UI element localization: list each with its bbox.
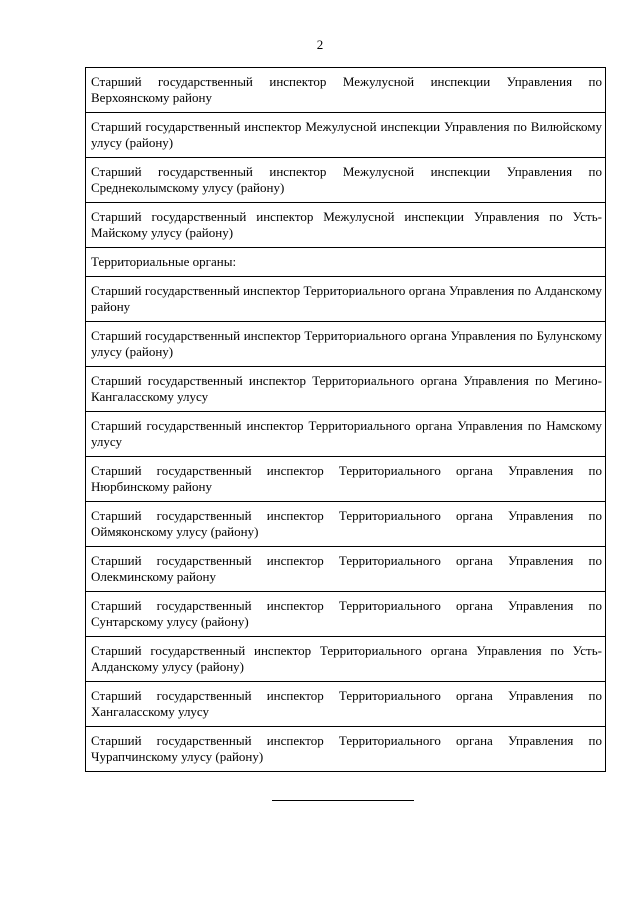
table-cell <box>86 682 606 727</box>
section-heading-row <box>86 248 606 277</box>
table-row <box>86 277 606 322</box>
table-row <box>86 592 606 637</box>
positions-table <box>85 67 606 772</box>
table-row <box>86 547 606 592</box>
table-cell <box>86 412 606 457</box>
position-title: Старший государственный инспектор Территориального органа Управления по Нюрбинскому району <box>91 463 602 494</box>
position-title: Старший государственный инспектор Территориального органа Управления по Мегино-Кангаласскому улусу <box>91 373 602 404</box>
position-title: Старший государственный инспектор Межулусной инспекции Управления по Верхоянскому району <box>91 74 602 105</box>
position-title: Старший государственный инспектор Территориального органа Управления по Чурапчинскому улусу (району) <box>91 733 602 764</box>
position-title: Старший государственный инспектор Территориального органа Управления по Усть-Алданскому улусу (району) <box>91 643 602 674</box>
positions-table-body <box>86 68 606 772</box>
table-cell <box>86 592 606 637</box>
position-title: Старший государственный инспектор Территориального органа Управления по Олекминскому району <box>91 553 602 584</box>
position-title: Старший государственный инспектор Территориального органа Управления по Алданскому району <box>91 283 602 314</box>
table-row <box>86 727 606 772</box>
section-heading: Территориальные органы: <box>91 254 237 269</box>
table-cell <box>86 203 606 248</box>
table-row <box>86 457 606 502</box>
table-cell <box>86 547 606 592</box>
table-row <box>86 367 606 412</box>
position-title: Старший государственный инспектор Межулусной инспекции Управления по Среднеколымскому улусу (району) <box>91 164 602 195</box>
table-cell <box>86 113 606 158</box>
table-cell <box>86 322 606 367</box>
position-title: Старший государственный инспектор Территориального органа Управления по Сунтарскому улусу (району) <box>91 598 602 629</box>
table-row <box>86 113 606 158</box>
table-row <box>86 412 606 457</box>
table-cell <box>86 277 606 322</box>
table-row <box>86 68 606 113</box>
position-title: Старший государственный инспектор Территориального органа Управления по Намскому улусу <box>91 418 602 449</box>
table-cell <box>86 68 606 113</box>
table-cell <box>86 158 606 203</box>
table-row <box>86 158 606 203</box>
position-title: Старший государственный инспектор Территориального органа Управления по Хангаласскому улусу <box>91 688 602 719</box>
table-cell <box>86 367 606 412</box>
position-title: Старший государственный инспектор Территориального органа Управления по Оймяконскому улусу (району) <box>91 508 602 539</box>
closing-rule <box>272 800 414 801</box>
table-row <box>86 682 606 727</box>
table-row <box>86 322 606 367</box>
table-cell <box>86 727 606 772</box>
position-title: Старший государственный инспектор Межулусной инспекции Управления по Усть-Майскому улусу (району) <box>91 209 602 240</box>
table-cell <box>86 248 606 277</box>
table-cell <box>86 637 606 682</box>
table-row <box>86 203 606 248</box>
position-title: Старший государственный инспектор Межулусной инспекции Управления по Вилюйскому улусу (району) <box>91 119 602 150</box>
position-title: Старший государственный инспектор Территориального органа Управления по Булунскому улусу (району) <box>91 328 602 359</box>
page-number: 2 <box>316 37 324 52</box>
table-row <box>86 502 606 547</box>
table-row <box>86 637 606 682</box>
table-cell <box>86 502 606 547</box>
table-cell <box>86 457 606 502</box>
